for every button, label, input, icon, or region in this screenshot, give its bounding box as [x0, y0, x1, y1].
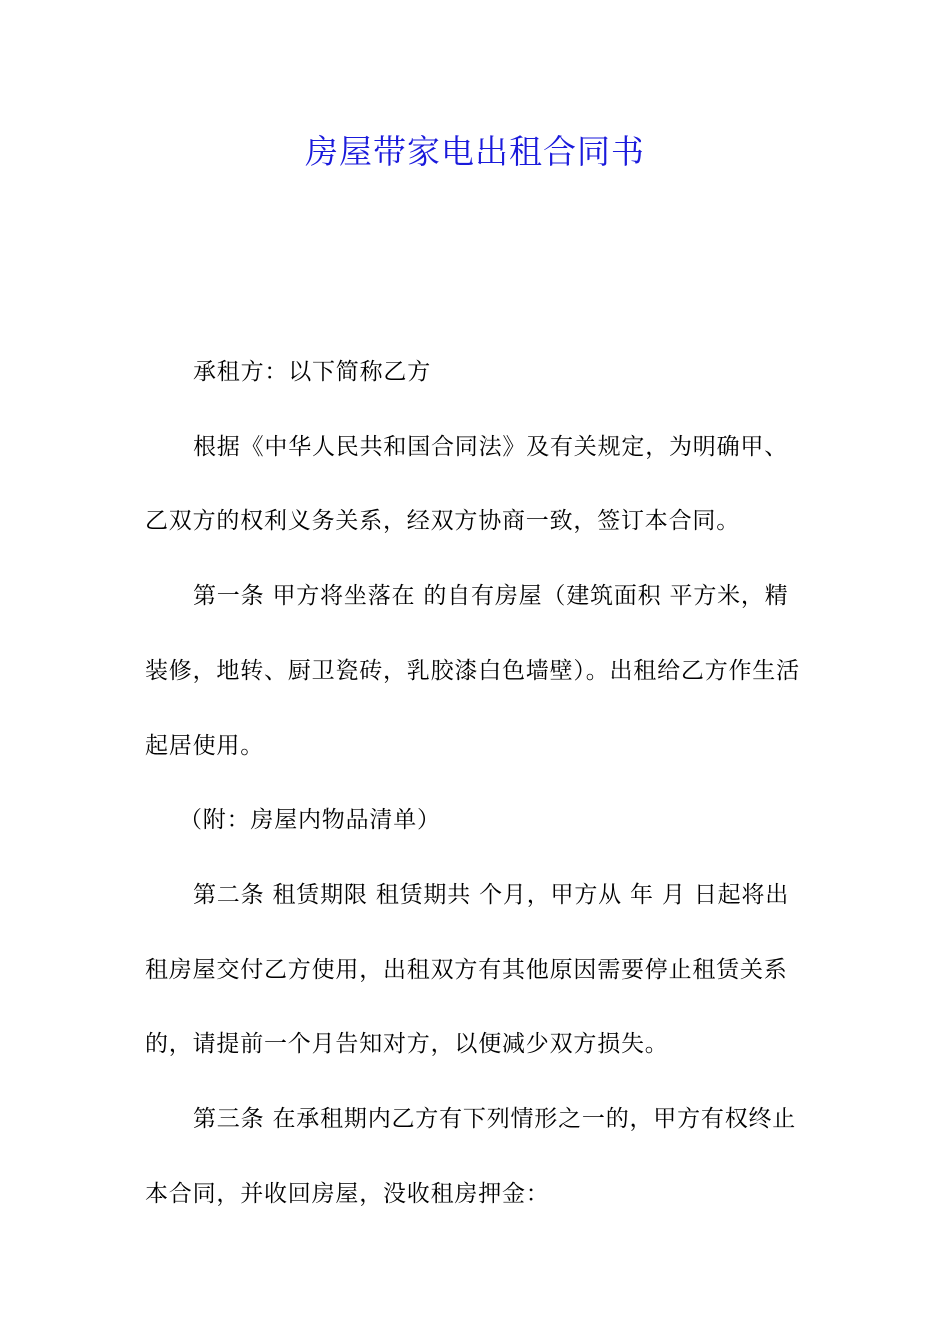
paragraph-preamble: 根据《中华人民共和国合同法》及有关规定，为明确甲、乙双方的权利义务关系，经双方协商一致，签订本合同。 [145, 433, 788, 535]
document-title: 房屋带家电出租合同书 [305, 132, 645, 171]
paragraph-article-1: 第一条 甲方将坐落在 的自有房屋（建筑面积 平方米，精装修，地转、厨卫瓷砖，乳胶漆白色墙壁）。出租给乙方作生活起居使用。 [145, 583, 800, 759]
paragraph-article-2: 第二条 租赁期限 租赁期共 个月，甲方从 年 月 日起将出租房屋交付乙方使用，出租双方有其他原因需要停止租赁关系的，请提前一个月告知对方，以便减少双方损失。 [145, 881, 790, 1058]
document-body [145, 335, 810, 1231]
paragraph-attachment: （附：房屋内物品清单） [179, 807, 441, 834]
paragraph-lessee: 承租方：以下简称乙方 [193, 359, 431, 385]
paragraph-article-3: 第三条 在承租期内乙方有下列情形之一的，甲方有权终止本合同，并收回房屋，没收租房押金： [145, 1106, 797, 1207]
